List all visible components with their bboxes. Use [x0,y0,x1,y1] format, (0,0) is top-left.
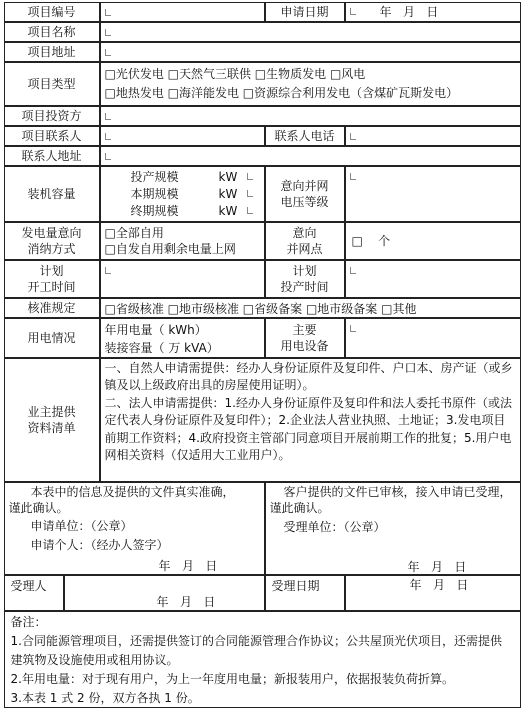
capacity-prod-label: 投产规模 [130,169,179,184]
label-plan-start [4,260,100,298]
label-contact-address [4,146,100,166]
label-grid-voltage-line-1: 意向并网 [280,178,329,193]
label-consumption-line-2: 消纳方式 [27,241,76,256]
cursor-mark-icon [105,9,111,16]
label-usage [4,318,100,358]
notes-title: 备注： [10,614,47,629]
cursor-mark-icon [350,8,356,15]
accept-unit[interactable]: 受理单位：（公章） [283,519,386,534]
cursor-mark-icon [350,325,356,332]
cursor-mark-icon [105,29,111,36]
date-left: 年 月 日 [158,558,218,573]
label-usage-text: 用电情况 [27,330,76,345]
left-decl-line-1: 本表中的信息及提供的文件真实准确， [30,484,235,499]
field-usage[interactable] [100,318,265,358]
apply-date-value: 年 月 日 [379,4,439,19]
note-2: 2.年用电量：对于现有用户，为上一年度用电量；新报装用户，依据报装负荷折算。 [10,671,454,686]
label-main-equipment-line-2: 用电设备 [280,338,329,353]
field-contact-person[interactable] [100,126,265,146]
left-decl-line-2: 谨此确认。 [8,500,69,515]
label-contact-person-text: 项目联系人 [21,128,82,143]
field-apply-date[interactable] [345,2,521,22]
accept-date-value: 年 月 日 [409,577,469,592]
usage-annual: 年用电量（ kWh） [104,322,207,337]
label-project-type [4,62,100,106]
cursor-mark-icon [247,207,253,214]
usage-install: 装接容量（ 万 kVA） [104,340,219,355]
note-3: 3.本表 1 式 2 份，双方各执 1 份。 [10,690,200,705]
left-declaration [4,482,265,575]
cursor-mark-icon [247,190,253,197]
field-approval[interactable] [100,298,521,318]
label-capacity-text: 装机容量 [27,186,76,201]
field-project-no[interactable] [100,2,265,22]
label-grid-point [265,222,345,260]
label-main-equipment-line-1: 主要 [292,322,317,337]
capacity-current-label: 本期规模 [130,186,179,201]
unit-kw: kW [218,203,238,218]
label-receiver-text: 受理人 [10,578,47,593]
apply-person[interactable]: 申请个人：（经办人签字） [30,537,169,552]
cursor-mark-icon [105,267,111,274]
field-contact-address[interactable] [100,146,521,166]
field-project-name[interactable] [100,22,521,42]
label-grid-point-line-1: 意向 [292,225,317,240]
label-apply-date-text: 申请日期 [280,4,329,19]
cursor-mark-icon [350,173,356,180]
field-project-address[interactable] [100,42,521,62]
label-accept-date-text: 受理日期 [271,578,320,593]
label-plan-start-line-2: 开工时间 [27,279,76,294]
label-consumption [4,222,100,260]
label-contact-person [4,126,100,146]
apply-unit[interactable]: 申请单位：（公章） [30,518,133,533]
label-contact-phone [265,126,345,146]
note-1: 1.合同能源管理项目，还需提供签订的合同能源管理合作协议；公共屋顶光伏项目，还需提供建筑物及设施使用或租用协议。 [10,633,502,667]
field-capacity[interactable] [100,166,265,222]
field-accept-date[interactable] [345,575,521,611]
consumption-option-surplus-grid[interactable]: □自发自用剩余电量上网 [104,241,236,256]
materials-list: 一、自然人申请需提供：经办人身份证原件及复印件、户口本、房产证（或乡镇及以上级政府出具的房屋使用证明）。 二、法人申请需提供：1.经办人身份证原件及复印件和法人委托书原件（或法定代表人身份证原件及复印件）；2.企业法人营业执照、土地证；3.发电项目前期工作资料；4.政府投资主管部门同意项目开展前期工作的批复；5.用户电网相关资料（仅适用大工业用户）。 [100,358,521,482]
unit-kw: kW [218,186,238,201]
unit-kw: kW [218,169,238,184]
field-grid-voltage[interactable] [345,166,521,222]
label-investor [4,106,100,126]
label-grid-point-line-2: 并网点 [286,241,323,256]
project-type-options-row-1[interactable]: □光伏发电 □天然气三联供 □生物质发电 □风电 [104,66,366,81]
label-approval [4,298,100,318]
form-table [4,2,521,708]
label-contact-phone-text: 联系人电话 [274,128,335,143]
right-declaration [265,482,521,575]
notes [4,611,521,708]
field-consumption[interactable] [100,222,265,260]
label-capacity [4,166,100,222]
cursor-mark-icon [105,49,111,56]
consumption-option-all-self[interactable]: □全部自用 [104,225,164,240]
right-decl-line-2: 谨此确认。 [269,500,330,515]
label-approval-text: 核准规定 [27,300,76,315]
label-project-name [4,22,100,42]
cursor-mark-icon [350,133,356,140]
field-plan-start[interactable] [100,260,265,298]
cursor-mark-icon [247,173,253,180]
receiver-date: 年 月 日 [156,594,216,609]
field-investor[interactable] [100,106,521,126]
label-grid-voltage-line-2: 电压等级 [280,194,329,209]
field-main-equipment[interactable] [345,318,521,358]
right-decl-line-1: 客户提供的文件已审核，接入申请已受理， [283,484,512,499]
capacity-final-label: 终期规模 [130,203,179,218]
label-plan-start-line-1: 计划 [39,263,64,278]
field-plan-production[interactable] [345,260,521,298]
label-materials-line-2: 资料清单 [27,420,76,435]
label-contact-address-text: 联系人地址 [21,148,82,163]
cursor-mark-icon [105,113,111,120]
field-project-type[interactable] [100,62,521,106]
date-right: 年 月 日 [407,559,467,574]
cursor-mark-icon [350,267,356,274]
field-contact-phone[interactable] [345,126,521,146]
label-plan-production-line-1: 计划 [292,263,317,278]
label-project-no-text: 项目编号 [27,4,76,19]
label-apply-date [265,2,345,22]
cursor-mark-icon [105,153,111,160]
label-project-address-text: 项目地址 [27,44,76,59]
label-project-name-text: 项目名称 [27,24,76,39]
label-plan-production-line-2: 投产时间 [280,279,329,294]
label-project-type-text: 项目类型 [27,76,76,91]
label-plan-production [265,260,345,298]
label-materials-line-1: 业主提供 [27,404,76,419]
label-investor-text: 项目投资方 [21,108,82,123]
label-project-no [4,2,100,22]
field-grid-point[interactable] [345,222,521,260]
label-project-address [4,42,100,62]
label-main-equipment [265,318,345,358]
cursor-mark-icon [105,133,111,140]
label-grid-voltage [265,166,345,222]
project-type-options-row-2[interactable]: □地热发电 □海洋能发电 □资源综合利用发电（含煤矿瓦斯发电） [104,85,459,100]
grid-point-value: □ 个 [351,233,391,248]
field-receiver[interactable] [64,575,265,611]
label-materials [4,358,100,482]
label-consumption-line-1: 发电量意向 [21,225,82,240]
approval-options[interactable]: □省级核准 □地市级核准 □省级备案 □地市级备案 □其他 [104,301,417,316]
label-accept-date [265,575,345,611]
label-receiver [4,575,64,611]
